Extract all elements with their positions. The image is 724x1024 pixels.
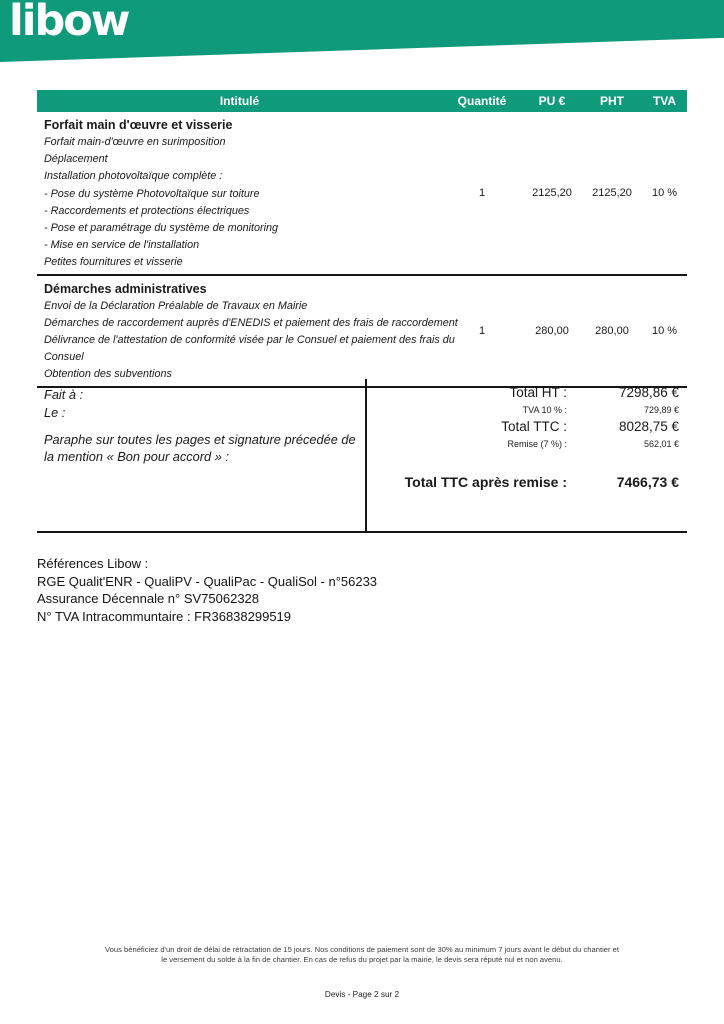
pht-cell: 280,00	[595, 324, 629, 337]
rge-certification-line: RGE Qualit'ENR - QualiPV - QualiPac - QualiSol - n°56233	[37, 573, 378, 589]
references-block	[37, 555, 377, 625]
service-line: Délivrance de l'attestation de conformité visée par le Consuel et paiement des frais du	[44, 334, 455, 347]
references-title: Références Libow :	[37, 556, 149, 571]
terms-and-conditions: Vous bénéficiez d'un droit de délai de rétractation de 15 jours. Nos conditions de paiement sont de 30% au minimum 7 jours avant le début du chantier et le versement du solde à la fin de chantier. En cas de refus du projet par la mairie, le devis sera réputé nul et non avenu.	[105, 945, 619, 964]
tva-label: TVA 10 % :	[522, 405, 567, 415]
column-header-quantite: Quantité	[457, 94, 507, 108]
paraphe-instruction: Paraphe sur toutes les pages et signature précedée de la mention « Bon pour accord » :	[44, 432, 356, 464]
total-ht-value: 7298,86 €	[618, 385, 679, 400]
remise-row	[367, 439, 679, 453]
table-section-forfait	[37, 112, 687, 276]
tva-row	[367, 405, 679, 419]
service-line: Obtention des subventions	[44, 368, 172, 381]
invoice-table	[37, 90, 687, 388]
total-ttc-value: 8028,75 €	[618, 418, 679, 434]
quantity-cell: 1	[478, 324, 486, 337]
service-line: - Raccordements et protections électriques	[44, 204, 250, 217]
table-section-demarches	[37, 276, 687, 388]
section-label-column	[37, 276, 458, 386]
total-ttc-row	[367, 419, 679, 439]
signature-area	[37, 379, 365, 531]
column-header-intitule: Intitulé	[219, 94, 260, 108]
tva-value: 729,89 €	[643, 405, 679, 415]
quantity-cell: 1	[478, 186, 486, 199]
service-line: Déplacement	[44, 153, 108, 166]
total-ht-label: Total HT :	[509, 385, 567, 400]
service-line: Envoi de la Déclaration Préalable de Travaux en Mairie	[44, 299, 308, 312]
table-header-row	[37, 90, 687, 112]
section-title: Forfait main d'œuvre et visserie	[44, 118, 233, 132]
total-after-discount-value: 7466,73 €	[616, 474, 679, 490]
service-line: - Mise en service de l'installation	[44, 239, 200, 252]
service-line: Démarches de raccordement auprès d'ENEDIS et paiement des frais de raccordement	[44, 316, 458, 329]
vat-number-line: N° TVA Intracommuntaire : FR36838299519	[37, 608, 292, 624]
unit-price-cell: 280,00	[535, 324, 569, 337]
service-line: Forfait main-d'œuvre en surimposition	[44, 136, 226, 148]
total-ht-row	[367, 385, 679, 405]
totals-area	[365, 379, 687, 531]
section-label-column	[37, 112, 442, 274]
service-line: Petites fournitures et visserie	[44, 256, 183, 269]
section-title: Démarches administratives	[44, 281, 207, 296]
insurance-line: Assurance Décennale n° SV75062328	[37, 591, 260, 606]
tva-cell: 10 %	[651, 324, 678, 337]
pht-cell: 2125,20	[592, 186, 632, 199]
service-line: Installation photovoltaïque complète :	[44, 170, 223, 183]
service-line: Consuel	[44, 351, 84, 364]
page-indicator: Devis - Page 2 sur 2	[324, 990, 400, 999]
libow-logo: libow	[9, 0, 129, 46]
total-ttc-label: Total TTC :	[501, 418, 567, 434]
unit-price-cell: 2125,20	[532, 186, 572, 199]
column-header-pht: PHT	[600, 94, 624, 108]
column-header-tva: TVA	[652, 94, 677, 108]
column-header-pu: PU €	[538, 94, 566, 108]
total-after-discount-label: Total TTC après remise :	[404, 474, 567, 490]
signature-totals-box	[37, 379, 687, 533]
service-line: - Pose du système Photovoltaïque sur toiture	[44, 187, 260, 200]
remise-label: Remise (7 %) :	[507, 438, 567, 449]
remise-value: 562,01 €	[643, 438, 679, 449]
total-after-discount-row	[367, 474, 679, 496]
service-line: - Pose et paramétrage du système de monitoring	[44, 222, 279, 235]
le-label: Le :	[44, 405, 66, 420]
fait-a-label: Fait à :	[44, 387, 84, 402]
tva-cell: 10 %	[651, 186, 678, 199]
